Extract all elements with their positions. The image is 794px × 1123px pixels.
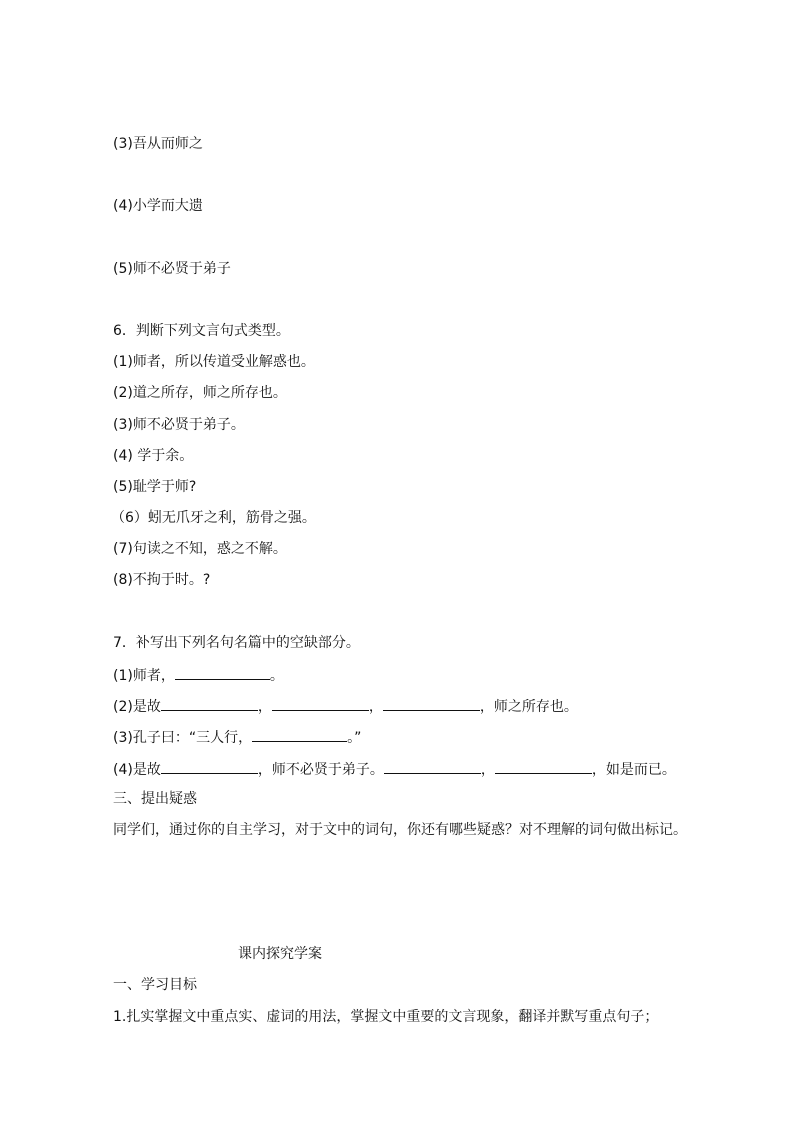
item-prefix: (2)是故 xyxy=(113,699,161,715)
q6-item xyxy=(111,509,316,527)
item-text: 句读之不知，惑之不解。 xyxy=(132,541,287,557)
item-text: 师不必贤于弟子 xyxy=(132,261,231,277)
comma: ， xyxy=(480,762,495,778)
in-class-title: 课内探究学案 xyxy=(238,946,322,962)
answer-blank[interactable] xyxy=(495,759,592,774)
item-number: (7) xyxy=(113,541,133,557)
answer-blank[interactable] xyxy=(161,759,258,774)
item-text: 小学而大遗 xyxy=(132,198,203,214)
item-text: 师不必贤于弟子。 xyxy=(132,417,245,433)
q7-item xyxy=(113,759,676,779)
q6-item xyxy=(113,416,245,434)
item-suffix: 。 xyxy=(269,668,284,684)
q6-item xyxy=(113,353,315,371)
item-number: (5) xyxy=(113,479,133,495)
q7-item xyxy=(113,665,284,685)
item-number: (8) xyxy=(113,572,133,588)
item-prefix: (1)师者， xyxy=(113,668,175,684)
learning-goals-heading: 一、学习目标 xyxy=(113,977,197,993)
item-number: (2) xyxy=(113,385,133,401)
item-text: 蚓无爪牙之利，筋骨之强。 xyxy=(147,510,316,526)
item-number: (3) xyxy=(113,417,133,433)
exercise-item xyxy=(113,260,231,278)
q6-item xyxy=(113,571,210,589)
item-number: (4) xyxy=(113,448,133,464)
question-7-title: 7．补写出下列名句名篇中的空缺部分。 xyxy=(113,635,360,651)
item-number: (3) xyxy=(113,136,133,152)
q6-item xyxy=(113,540,287,558)
comma: ， xyxy=(257,699,272,715)
item-text: 道之所存，师之所存也。 xyxy=(132,385,287,401)
question-6-title: 6．判断下列文言句式类型。 xyxy=(113,323,290,339)
q6-item xyxy=(113,478,196,496)
answer-blank[interactable] xyxy=(175,665,270,680)
item-text: 耻学于师? xyxy=(132,479,197,495)
item-prefix: (3)孔子曰：“三人行， xyxy=(113,730,253,746)
section-3-body: 同学们，通过你的自主学习，对于文中的词句，你还有哪些疑惑？对不理解的词句做出标记。 xyxy=(113,822,687,838)
item-text: 不拘于时。? xyxy=(132,572,211,588)
item-middle: ，师不必贤于弟子。 xyxy=(257,762,384,778)
item-number: (1) xyxy=(113,354,133,370)
q7-item xyxy=(113,696,578,716)
item-suffix: 。” xyxy=(347,730,362,746)
answer-blank[interactable] xyxy=(383,696,480,711)
answer-blank[interactable] xyxy=(384,759,481,774)
learning-goal-item: 1.扎实掌握文中重点实、虚词的用法，掌握文中重要的文言现象，翻译并默写重点句子； xyxy=(113,1009,659,1025)
q7-item xyxy=(113,727,361,747)
item-number: (4) xyxy=(113,198,133,214)
item-text: 吾从而师之 xyxy=(132,136,203,152)
answer-blank[interactable] xyxy=(161,696,258,711)
q6-item xyxy=(113,384,287,402)
item-number: (5) xyxy=(113,261,133,277)
exercise-item xyxy=(113,135,203,153)
item-text: 学于余。 xyxy=(132,448,194,464)
item-suffix: ，师之所存也。 xyxy=(479,699,578,715)
section-3-heading: 三、提出疑惑 xyxy=(113,791,197,807)
item-prefix: (4)是故 xyxy=(113,762,161,778)
q6-item xyxy=(113,447,193,465)
answer-blank[interactable] xyxy=(252,727,347,742)
item-suffix: ，如是而已。 xyxy=(591,762,676,778)
exercise-item xyxy=(113,197,203,215)
answer-blank[interactable] xyxy=(272,696,369,711)
item-number: （6） xyxy=(111,510,148,526)
comma: ， xyxy=(368,699,383,715)
item-text: 师者，所以传道受业解惑也。 xyxy=(132,354,315,370)
